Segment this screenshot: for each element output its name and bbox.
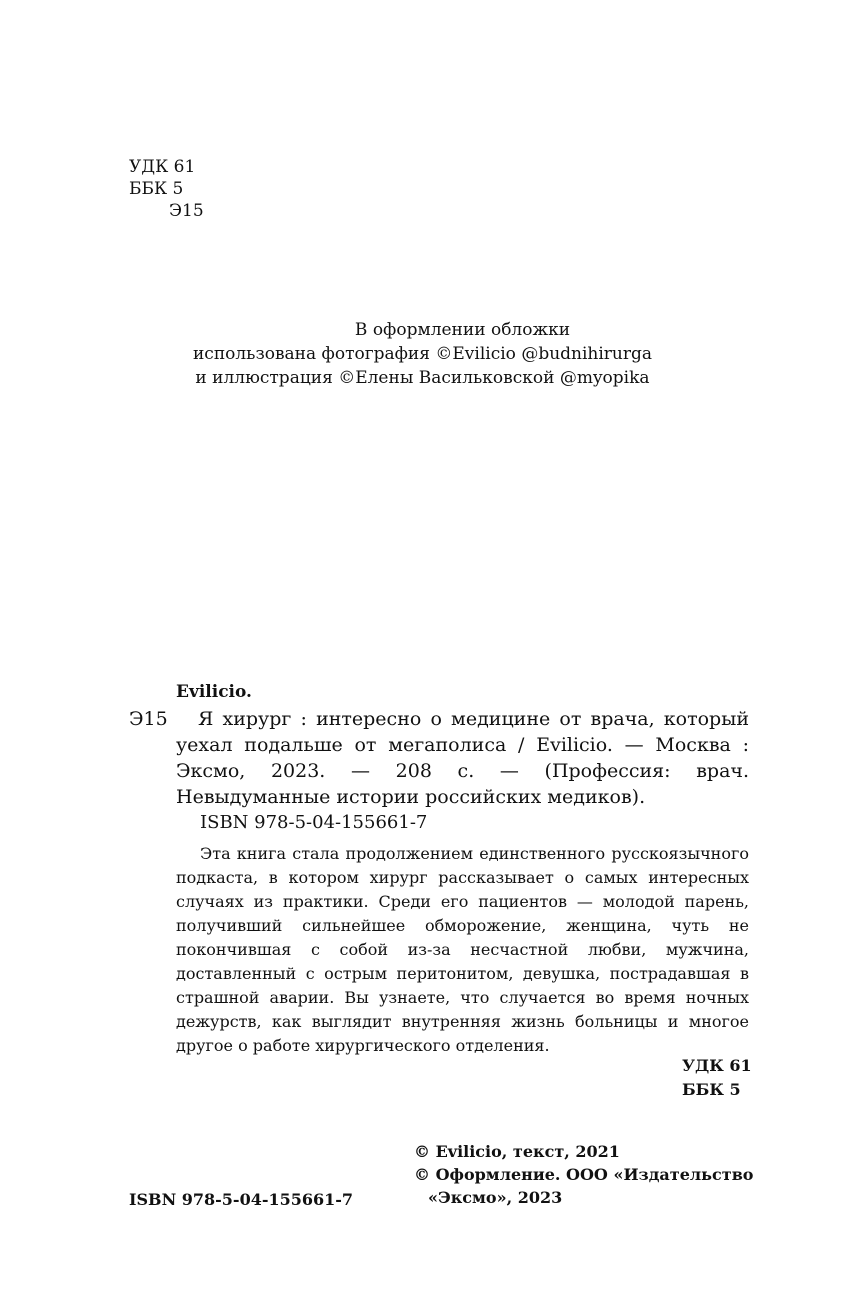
catalog-codes-right [682,1054,752,1102]
copyright-design-1: © Оформление. ООО «Издательство [414,1165,754,1184]
cover-credits [0,318,845,390]
copyright-design-2: «Эксмо», 2023 [428,1188,563,1207]
credits-line-2: использована фотография ©Evilicio @budnihirurga [192,344,653,364]
classification-codes [129,156,204,222]
catalog-cipher: Э15 [129,708,168,730]
bbk-code: ББК 5 [129,179,184,199]
imprint-isbn: ISBN 978-5-04-155661-7 [129,1190,354,1209]
udk-code: УДК 61 [129,157,196,177]
description-text: Я хирург : интересно о медицине от врача, который уехал подальше от мегаполиса / Evilicio. — Москва : Эксмо, 2023. — 208 с. — (Профессия: врач. Невыдуманные истории российских медиков). [176,708,749,808]
catalog-bbk: ББК 5 [682,1080,741,1099]
bibliographic-description [176,706,749,810]
annotation [176,842,749,1058]
copyright-block [414,1140,753,1209]
catalog-udk: УДК 61 [682,1056,752,1075]
annotation-text: Эта книга стала продолжением единственного русскоязычного подкаста, в котором хирург рассказывает о самых интересных случаях из практики. Среди его пациентов — молодой парень, получивший сильнейшее обморожение, женщина, чуть не покончившая с собой из-за несчастной любви, мужчина, доставленный с острым перитонитом, девушка, пострадавшая в страшной аварии. Вы узнаете, что случается во время ночных дежурств, как выглядит внутренняя жизнь больницы и многое другое о работе хирургического отделения. [176,844,749,1055]
credits-line-3: и иллюстрация ©Елены Васильковской @myopika [195,368,650,388]
author-sign: Э15 [169,201,204,221]
copyright-text: © Evilicio, текст, 2021 [414,1142,620,1161]
credits-line-1: В оформлении обложки [354,320,571,340]
catalog-author: Evilicio. [176,682,252,702]
catalog-isbn: ISBN 978-5-04-155661-7 [200,812,428,833]
